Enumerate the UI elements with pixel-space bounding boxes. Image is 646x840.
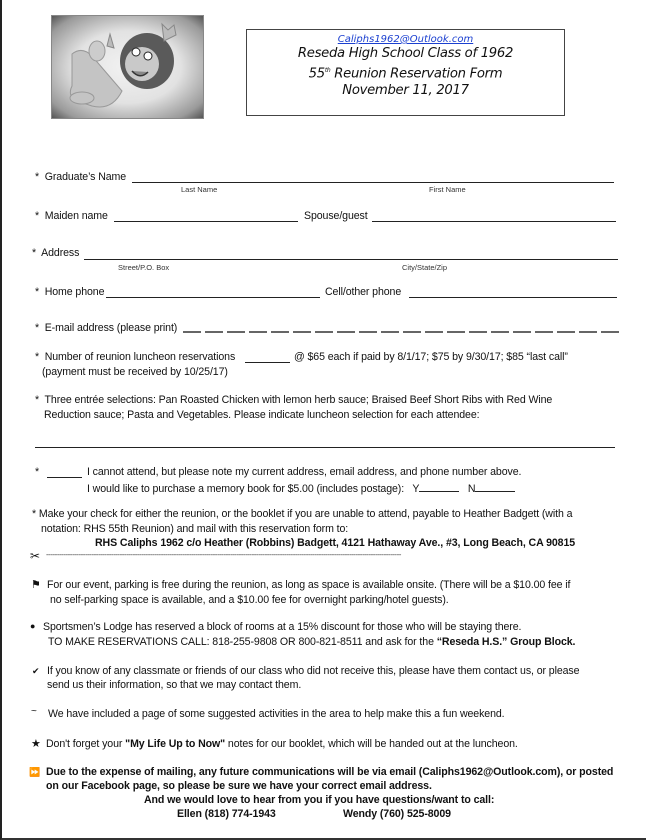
graduate-name-row bbox=[35, 171, 126, 183]
home-phone-row bbox=[35, 286, 104, 298]
email-char-slot[interactable] bbox=[447, 331, 465, 333]
flag-icon: ⚑ bbox=[31, 579, 41, 591]
cannot-attend-input[interactable] bbox=[47, 466, 82, 478]
maiden-name-input[interactable] bbox=[114, 210, 298, 222]
memory-book-no-input[interactable] bbox=[475, 481, 515, 492]
activities-note: We have included a page of some suggested activities in the area to help make this a fun weekend. bbox=[48, 708, 505, 720]
tilde-icon: ~ bbox=[31, 706, 37, 717]
email-char-slot[interactable] bbox=[359, 331, 377, 333]
email-char-slot[interactable] bbox=[579, 331, 597, 333]
address-label: Address bbox=[41, 247, 80, 259]
email-label: E-mail address (please print) bbox=[44, 322, 178, 334]
email-char-slot[interactable] bbox=[601, 331, 619, 333]
email-char-slot[interactable] bbox=[403, 331, 421, 333]
school-class-title: Reseda High School Class of 1962 bbox=[297, 46, 514, 61]
home-phone-label: Home phone bbox=[44, 286, 105, 298]
email-char-slot[interactable] bbox=[557, 331, 575, 333]
email-char-slot[interactable] bbox=[249, 331, 267, 333]
yes-label: Y bbox=[412, 483, 420, 495]
address-input[interactable] bbox=[84, 248, 618, 260]
spouse-guest-input[interactable] bbox=[372, 210, 616, 222]
future-communications-line1: Due to the expense of mailing, any future communications will be via email (Caliphs1962@Outlook.com), or posted bbox=[46, 766, 614, 778]
required-asterisk: * bbox=[35, 466, 40, 478]
booklet-note bbox=[46, 738, 518, 750]
email-char-slot[interactable] bbox=[337, 331, 355, 333]
scissors-icon: ✂ bbox=[30, 549, 41, 563]
reunion-number: 55 bbox=[308, 66, 325, 82]
payment-deadline-note: (payment must be received by 10/25/17) bbox=[42, 366, 228, 378]
cannot-attend-text: I cannot attend, but please note my current address, email address, and phone number above. bbox=[87, 466, 522, 478]
check-icon: ✔ bbox=[32, 666, 40, 676]
cut-line: -------------------------------------------------------------------------------------------------------------------------------------------------------------------- bbox=[46, 550, 401, 559]
form-title bbox=[247, 62, 564, 82]
entree-instructions-text: Reduction sauce; Pasta and Vegetables. Please indicate luncheon selection for each attendee: bbox=[44, 409, 480, 421]
email-char-slot[interactable] bbox=[227, 331, 245, 333]
required-asterisk: * bbox=[32, 247, 37, 259]
ordinal-suffix: th bbox=[324, 67, 331, 74]
reservations-label: Number of reunion luncheon reservations bbox=[44, 351, 236, 363]
cell-phone-label: Cell/other phone bbox=[325, 286, 402, 298]
email-char-slot[interactable] bbox=[513, 331, 531, 333]
maiden-name-label: Maiden name bbox=[44, 210, 108, 222]
home-phone-input[interactable] bbox=[106, 286, 320, 298]
contact-ellen: Ellen (818) 774-1943 bbox=[177, 808, 276, 820]
classmate-note-line1: If you know of any classmate or friends of our class who did not receive this, please have them contact us, or please bbox=[47, 665, 580, 677]
required-asterisk: * bbox=[35, 210, 40, 222]
lodge-phone-text: TO MAKE RESERVATIONS CALL: 818-255-9808 OR 800-821-8511 and ask for the bbox=[48, 636, 437, 648]
contact-wendy: Wendy (760) 525-8009 bbox=[343, 808, 451, 820]
email-row bbox=[35, 322, 177, 334]
city-state-zip-hint: City/State/Zip bbox=[402, 263, 448, 272]
reservations-row bbox=[35, 351, 235, 363]
entree-row bbox=[35, 394, 552, 406]
required-asterisk: * bbox=[35, 394, 40, 406]
star-icon: ★ bbox=[31, 738, 41, 750]
title-box bbox=[246, 29, 565, 116]
email-char-slot[interactable] bbox=[535, 331, 553, 333]
graduate-name-input[interactable] bbox=[132, 171, 614, 183]
booklet-title: "My Life Up to Now" bbox=[125, 738, 226, 750]
email-char-slot[interactable] bbox=[469, 331, 487, 333]
cell-phone-input[interactable] bbox=[409, 286, 617, 298]
email-char-slot[interactable] bbox=[271, 331, 289, 333]
event-date: November 11, 2017 bbox=[342, 83, 469, 99]
required-asterisk: * bbox=[35, 322, 40, 334]
email-char-slot[interactable] bbox=[425, 331, 443, 333]
reservations-count-input[interactable] bbox=[245, 351, 290, 363]
booklet-note-post: notes for our booklet, which will be handed out at the luncheon. bbox=[225, 738, 518, 750]
email-char-slot[interactable] bbox=[293, 331, 311, 333]
entree-selections-text: Three entrée selections: Pan Roasted Chicken with lemon herb sauce; Braised Beef Short Ribs with Red Wine bbox=[44, 394, 553, 406]
memory-book-row bbox=[87, 481, 515, 495]
email-char-slot[interactable] bbox=[381, 331, 399, 333]
last-name-hint: Last Name bbox=[181, 185, 218, 194]
mailing-address: RHS Caliphs 1962 c/o Heather (Robbins) Badgett, 4121 Hathaway Ave., #3, Long Beach, CA 90815 bbox=[95, 537, 576, 549]
classmate-note-line2: send us their information, so that we may contact them. bbox=[47, 679, 302, 691]
group-block-name: “Reseda H.S.” Group Block. bbox=[436, 636, 576, 648]
entree-selection-input[interactable] bbox=[35, 447, 615, 448]
email-char-slot[interactable] bbox=[205, 331, 223, 333]
maiden-name-row bbox=[35, 210, 108, 222]
contact-email-link[interactable]: Caliphs1962@Outlook.com bbox=[337, 34, 474, 45]
form-title-text: Reunion Reservation Form bbox=[330, 66, 503, 82]
graduate-name-label: Graduate’s Name bbox=[44, 171, 127, 183]
parking-note-line2: no self-parking space is available, and a $10.00 fee for overnight parking/hotel guests). bbox=[50, 594, 449, 606]
email-char-slot[interactable] bbox=[491, 331, 509, 333]
street-hint: Street/P.O. Box bbox=[118, 263, 170, 272]
email-char-slot[interactable] bbox=[315, 331, 333, 333]
required-asterisk: * bbox=[35, 286, 40, 298]
check-instructions-line1: * Make your check for either the reunion, or the booklet if you are unable to attend, payable to Heather Badgett (with a bbox=[32, 508, 573, 520]
address-row bbox=[32, 247, 79, 259]
email-char-slot[interactable] bbox=[183, 331, 201, 333]
memory-book-text: I would like to purchase a memory book for $5.00 (includes postage): bbox=[87, 483, 405, 495]
call-us-line: And we would love to hear from you if you have questions/want to call: bbox=[144, 794, 495, 806]
reservations-pricing: @ $65 each if paid by 8/1/17; $75 by 9/30/17; $85 “last call” bbox=[294, 351, 568, 363]
first-name-hint: First Name bbox=[429, 185, 466, 194]
future-communications-line2: on our Facebook page, so please be sure we have your correct email address. bbox=[46, 780, 432, 792]
fast-forward-icon: ⏩ bbox=[29, 767, 41, 777]
check-instructions-line2: notation: RHS 55th Reunion) and mail with this reservation form to: bbox=[41, 523, 349, 535]
lion-icon bbox=[52, 16, 203, 118]
bullet-icon: ● bbox=[30, 621, 36, 631]
lodge-note-line1: Sportsmen’s Lodge has reserved a block of rooms at a 15% discount for those who will be staying there. bbox=[43, 621, 522, 633]
lodge-note-line2 bbox=[48, 636, 575, 648]
spouse-guest-label: Spouse/guest bbox=[304, 210, 368, 222]
lion-mascot-image bbox=[51, 15, 204, 119]
booklet-note-pre: Don't forget your bbox=[46, 738, 126, 750]
required-asterisk: * bbox=[35, 171, 40, 183]
parking-note-line1: For our event, parking is free during the reunion, as long as space is available onsite. (There will be a $10.00 fee if bbox=[47, 579, 571, 591]
required-asterisk: * bbox=[35, 351, 40, 363]
no-label: N bbox=[467, 483, 476, 495]
memory-book-yes-input[interactable] bbox=[419, 481, 459, 492]
